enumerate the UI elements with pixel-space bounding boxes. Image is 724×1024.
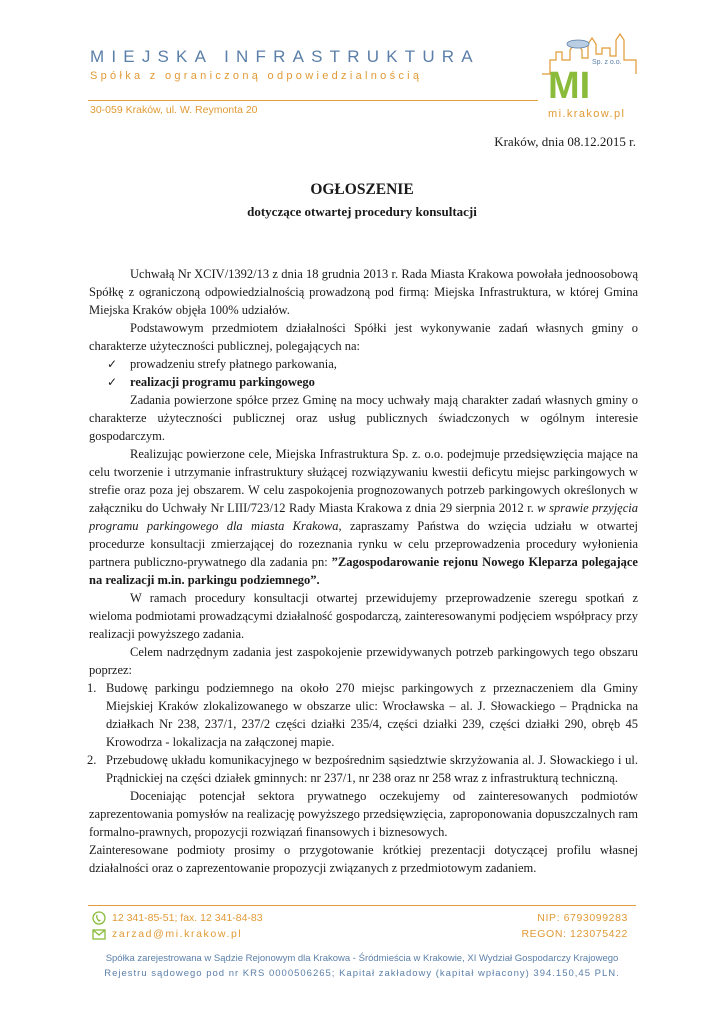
company-name: MIEJSKA INFRASTRUKTURA [90, 47, 480, 66]
checkmark-icon: ✓ [107, 375, 118, 389]
list-item-text: realizacji programu parkingowego [130, 375, 315, 389]
registry-info-line-2: Rejestru sądowego pod nr KRS 0000506265; Kapitał zakładowy (kapitał wpłacony) 394.150,45 PLN. [104, 968, 620, 979]
car-icon [567, 40, 589, 48]
list-item [89, 355, 638, 373]
email-text[interactable]: zarzad@mi.krakow.pl [112, 928, 243, 940]
document-body [89, 265, 638, 877]
paragraph-8: Zainteresowane podmioty prosimy o przygotowanie krótkiej prezentacji dotyczącej profilu własnej działalności oraz o zaprezentowanie propozycji związanych z przedmiotowym zadaniem. [89, 843, 638, 875]
phone-text: 12 341-85-51; fax. 12 341-84-83 [112, 912, 263, 924]
task-name: ”Zagospodarowanie rejonu Nowego Kleparza polegające na realizacji m.in. parkingu podziemnego”. [89, 555, 638, 587]
logo-letters: MI [548, 65, 591, 107]
envelope-icon [92, 927, 106, 941]
checkmark-icon: ✓ [107, 357, 118, 371]
company-address: 30-059 Kraków, ul. W. Reymonta 20 [90, 104, 258, 116]
nip-number: NIP: 6793099283 [537, 912, 628, 924]
list-item-text: Przebudowę układu komunikacyjnego w bezpośrednim sąsiedztwie skrzyżowania al. J. Słowackiego i ul. Prądnickiej na części działek gminnych: nr 237/1, nr 238 oraz nr 258 wraz z infrastrukturą techniczną. [106, 753, 638, 785]
company-logo [540, 30, 640, 110]
paragraph-7: Doceniając potencjał sektora prywatnego oczekujemy od zainteresowanych podmiotów zaprezentowania pomysłów na realizację powyższego przedsięwzięcia, zaproponowania dopuszczalnych ram formalno-prawnych, propozycji rozwiązań finansowych i biznesowych. [89, 789, 638, 839]
company-type: Spółka z ograniczoną odpowiedzialnością [90, 70, 423, 82]
paragraph-3: Zadania powierzone spółce przez Gminę na mocy uchwały mają charakter zadań własnych gminy o charakterze użyteczności publicznej oraz usług publicznych świadczonych w ogólnym interesie gospodarczym. [89, 393, 638, 443]
list-item-text: Budowę parkingu podziemnego na około 270 miejsc parkingowych z przeznaczeniem dla Gminy Miejskiej Kraków zlokalizowanego w obszarze ulic: Wrocławska – al. J. Słowackiego – Prądnicka na działkach Nr 238, 237/1, 237/2 części działki 235/4, części działki 239, części działki 290, obręb 45 Krowodrza - lokalizacja na załączonej mapie. [106, 681, 638, 749]
paragraph-4-continuation: , zapraszamy Państwa do wzięcia udziału w otwartej procedurze konsultacji zmierzającej do rozeznania rynku w celu przeprowadzenia procedury wyłonienia partnera publiczno-prywatnego dla zadania pn: [89, 519, 638, 569]
list-item [89, 751, 638, 787]
paragraph-2: Podstawowym przedmiotem działalności Spółki jest wykonywanie zadań własnych gminy o charakterze użyteczności publicznej, polegających na: [89, 321, 638, 353]
phone-icon [92, 911, 106, 925]
paragraph-6: Celem nadrzędnym zadania jest zaspokojenie przewidywanych potrzeb parkingowych tego obszaru poprzez: [89, 645, 638, 677]
goals-list [89, 679, 638, 787]
registry-info-line-1: Spółka zarejestrowana w Sądzie Rejonowym dla Krakowa - Śródmieścia w Krakowie, XI Wydział Gospodarczy Krajowego [105, 953, 619, 964]
document-date: Kraków, dnia 08.12.2015 r. [494, 134, 636, 149]
list-number: 2. [87, 753, 97, 767]
list-item [89, 679, 638, 751]
paragraph-1: Uchwałą Nr XCIV/1392/13 z dnia 18 grudnia 2013 r. Rada Miasta Krakowa powołała jednoosobową Spółkę z ograniczoną odpowiedzialnością prowadzoną pod firmą: Miejska Infrastruktura, w której Gmina Miejska Kraków objęła 100% udziałów. [89, 267, 638, 317]
footer-email[interactable] [92, 927, 242, 941]
list-number: 1. [87, 681, 97, 695]
logo-suffix: Sp. z o.o. [592, 59, 622, 66]
document-subtitle: dotyczące otwartej procedury konsultacji [247, 204, 477, 219]
footer-phone [92, 911, 263, 925]
list-item [89, 373, 638, 391]
resolution-title: w sprawie przyjęcia programu parkingowego dla miasta Krakowa [89, 501, 638, 533]
paragraph-5: W ramach procedury konsultacji otwartej przewidujemy przeprowadzenie szeregu spotkań z wieloma podmiotami prowadzącymi działalność gospodarczą, zainteresowanymi podjęciem współpracy przy realizacji powyższego zadania. [89, 591, 638, 641]
footer-divider [88, 905, 636, 906]
regon-number: REGON: 123075422 [521, 928, 628, 940]
paragraph-4-text: Realizując powierzone cele, Miejska Infrastruktura Sp. z. o.o. podejmuje przedsięwzięcia mające na celu tworzenie i utrzymanie infrastruktury służącej rozwiązywaniu kwestii deficytu miejsc parkingowych w strefie oraz poza jej obszarem. W celu zaspokojenia prognozowanych potrzeb parkingowych określonych w załączniku do Uchwały Nr LIII/723/12 Rady Miasta Krakowa z dnia 29 sierpnia 2012 r. [89, 447, 638, 515]
website-link[interactable]: mi.krakow.pl [548, 108, 626, 120]
list-item-text: prowadzeniu strefy płatnego parkowania, [130, 357, 337, 371]
activity-list [89, 355, 638, 391]
paragraph-4 [89, 445, 638, 589]
header-divider [88, 100, 538, 101]
document-title: OGŁOSZENIE [310, 181, 414, 198]
